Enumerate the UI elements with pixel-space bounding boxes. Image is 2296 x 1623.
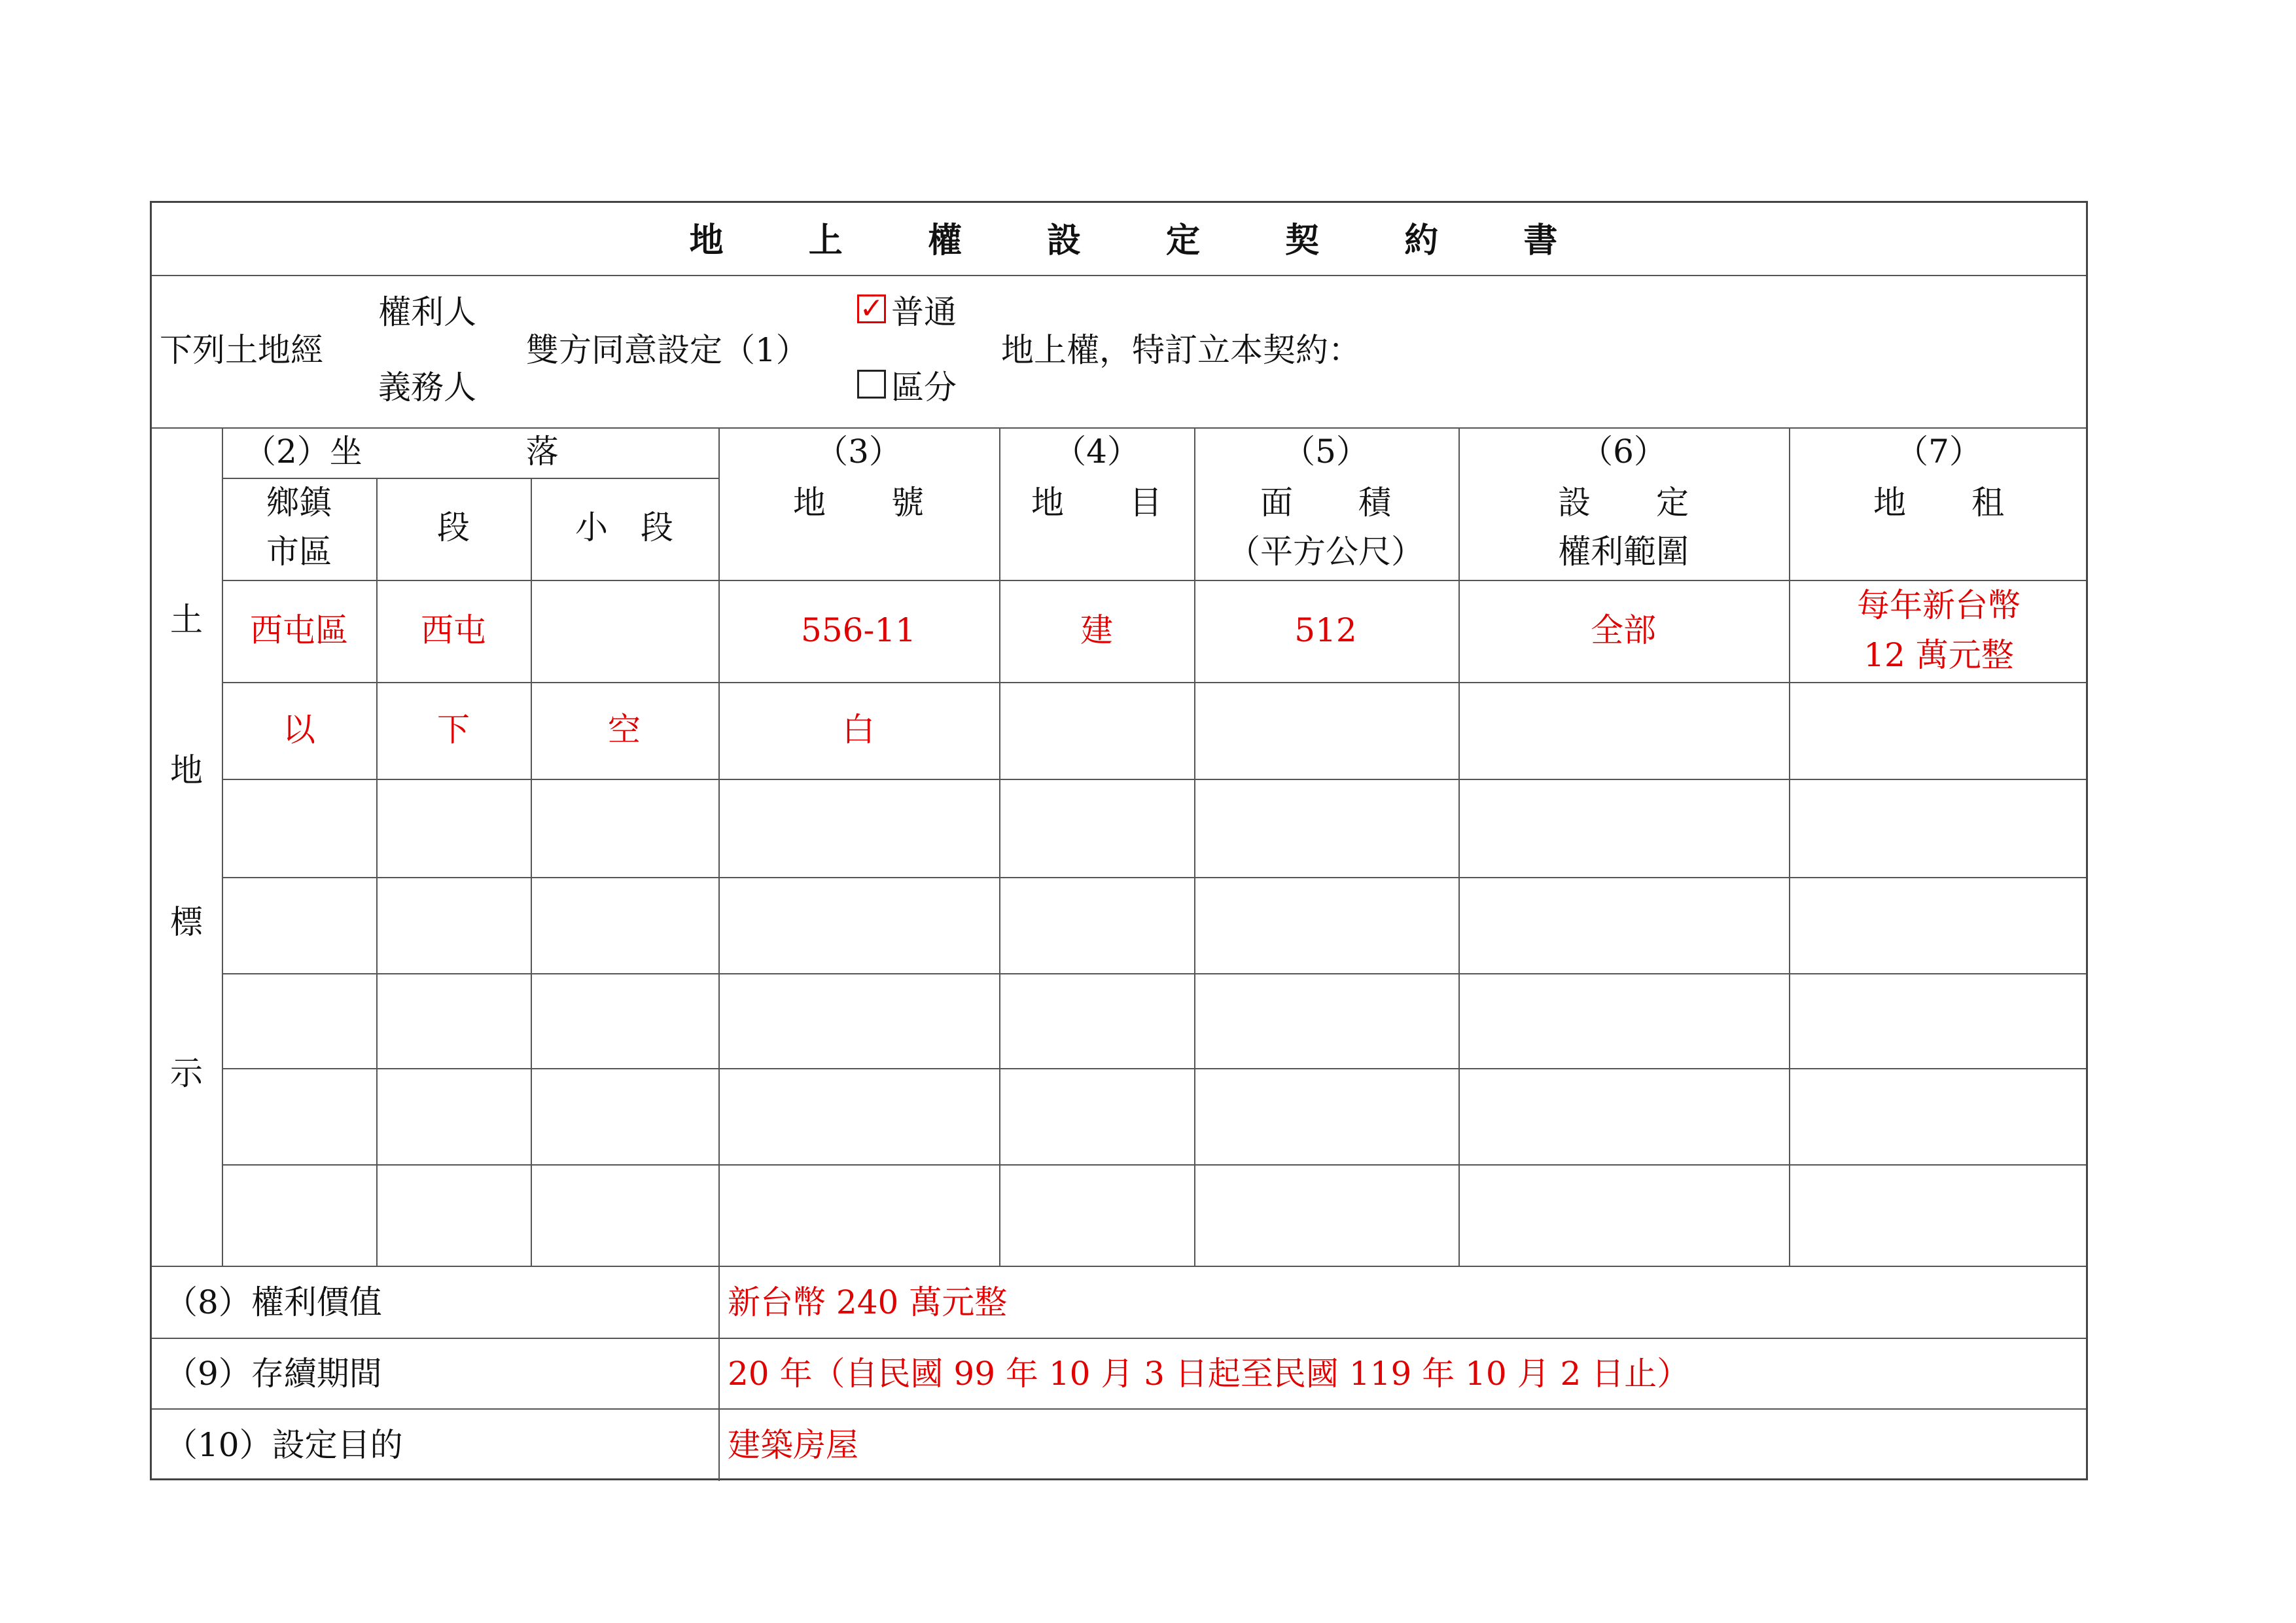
header-township-line1: 鄉鎮 [266,484,332,522]
checkbox-normal[interactable]: ✓ [857,294,886,323]
divider [1194,427,1195,1266]
cell-lot-number: 556-11 [801,611,916,649]
header-col5-num: （5） [1282,433,1369,471]
summary-label-purpose: （10）設定目的 [165,1426,403,1464]
cell-section: 西屯 [421,611,486,649]
divider [222,427,223,1266]
divider [1789,427,1790,1266]
summary-value-value: 新台幣 240 萬元整 [728,1283,1008,1321]
divider [531,478,532,1266]
cell-rent-line2: 12 萬元整 [1863,636,2014,674]
header-col7-label: 地 租 [1873,484,2004,522]
blank-note-char: 下 [437,711,470,749]
header-col5-unit: （平方公尺） [1227,533,1424,571]
divider [222,1164,2086,1166]
divider [222,779,2086,780]
divider [376,478,378,1266]
cell-scope: 全部 [1591,611,1656,649]
divider [152,1338,2086,1339]
divider [222,580,2086,581]
header-location: （2）坐 落 [243,433,559,471]
option-divided-label: 區分 [891,368,957,406]
header-township-line2: 市區 [266,533,332,571]
divider [152,427,2086,429]
header-col4-num: （4） [1053,433,1140,471]
header-col6-label2: 權利範圍 [1558,533,1689,571]
blank-note-char: 以 [283,711,315,749]
divider [152,1266,2086,1267]
cell-rent-line1: 每年新台幣 [1857,586,2021,624]
intro-prefix: 下列土地經 [160,331,323,369]
summary-value-purpose: 建築房屋 [728,1426,858,1464]
header-col3-label: 地 號 [793,484,924,522]
divider [1458,427,1460,1266]
side-label-char: 土 [170,601,203,639]
contract-form [150,201,2088,1480]
header-subsection: 小 段 [575,508,673,546]
form-title: 地 上 權 設 定 契 約 書 [689,221,1595,260]
header-col3-num: （3） [815,433,902,471]
cell-area: 512 [1294,611,1357,649]
header-col7-num: （7） [1896,433,1982,471]
header-col6-label1: 設 定 [1558,484,1689,522]
summary-label-duration: （9）存續期間 [165,1355,382,1393]
header-col4-label: 地 目 [1031,484,1162,522]
divider [222,682,2086,683]
summary-value-duration: 20 年（自民國 99 年 10 月 3 日起至民國 119 年 10 月 2 日止） [728,1355,1690,1393]
divider [222,478,718,479]
blank-note-char: 白 [842,711,875,749]
divider [152,1408,2086,1410]
header-section: 段 [437,508,470,546]
intro-suffix: 地上權，特訂立本契約： [1001,331,1361,369]
divider [222,1068,2086,1069]
summary-label-value: （8）權利價值 [165,1283,382,1321]
checkbox-divided[interactable] [857,370,886,399]
option-normal-label: 普通 [891,293,957,331]
party-holder: 權利人 [378,293,476,331]
divider [152,275,2086,276]
divider [999,427,1000,1266]
divider [222,877,2086,878]
divider [718,427,720,1481]
side-label-char: 標 [170,903,203,941]
cell-township: 西屯區 [250,611,348,649]
agree-text: 雙方同意設定（1） [526,331,809,369]
side-label-char: 地 [170,751,203,789]
party-obligor: 義務人 [378,368,476,406]
divider [222,973,2086,974]
header-col5-label: 面 積 [1260,484,1391,522]
side-label-char: 示 [170,1054,203,1092]
header-col6-num: （6） [1580,433,1667,471]
cell-land-category: 建 [1080,611,1113,649]
blank-note-char: 空 [608,711,641,749]
